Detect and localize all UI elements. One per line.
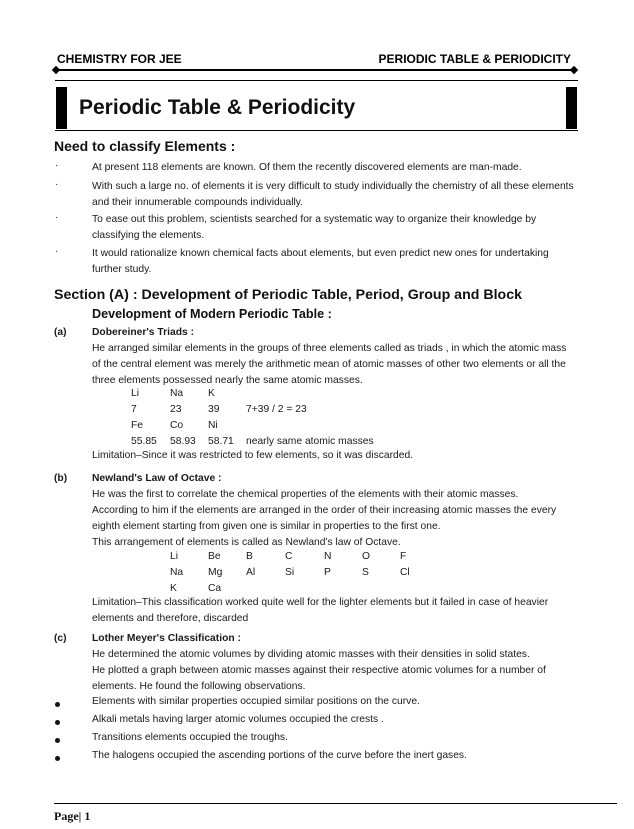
need-bullet-2: ·: [55, 179, 59, 190]
octave-cell: Be: [208, 551, 221, 562]
item-c-marker: (c): [54, 633, 67, 644]
octave-cell: S: [362, 567, 369, 578]
chapter-title: Periodic Table & Periodicity: [79, 96, 356, 119]
octave-cell: F: [400, 551, 407, 562]
item-b-marker: (b): [54, 473, 68, 484]
triad-note: nearly same atomic masses: [246, 436, 374, 447]
title-bar-left: [56, 87, 67, 129]
triad-cell: Co: [170, 420, 184, 431]
footer-page: [54, 809, 90, 824]
octave-cell: N: [324, 551, 332, 562]
item-b-limitation-line-1: Limitation–This classification worked quite well for the lighter elements but it failed in case of heavier: [92, 597, 549, 608]
observation-4: The halogens occupied the ascending portions of the curve before the inert gases.: [92, 750, 467, 761]
item-b-line-4: This arrangement of elements is called as Newland's law of Octave.: [92, 537, 401, 548]
header-rule: [56, 69, 574, 71]
octave-cell: P: [324, 567, 331, 578]
need-bullet-1: ·: [55, 160, 59, 171]
title-box-top-rule: [55, 80, 578, 81]
need-point-2-line-2: and their innumerable compounds individually.: [92, 197, 304, 208]
need-point-4-line-2: further study.: [92, 264, 152, 275]
octave-cell: K: [170, 583, 177, 594]
octaves-table: [0, 549, 634, 597]
item-c-line-3: elements. He found the following observations.: [92, 681, 306, 692]
octave-cell: Al: [246, 567, 256, 578]
item-a-line-1: He arranged similar elements in the groups of three elements called as triads , in which the atomic mass: [92, 343, 567, 354]
item-a-line-3: three elements possessed nearly the same atomic masses.: [92, 375, 363, 386]
octave-cell: Ca: [208, 583, 222, 594]
observation-bullet: [55, 702, 60, 707]
footer-separator: |: [78, 809, 85, 823]
observation-1: Elements with similar properties occupied similar positions on the curve.: [92, 696, 420, 707]
triad-cell: 7: [131, 404, 137, 415]
header-rule-diamond-left: [52, 66, 60, 74]
item-b-title: Newland's Law of Octave :: [92, 473, 222, 484]
header-right: PERIODIC TABLE & PERIODICITY: [378, 52, 571, 66]
need-heading: Need to classify Elements :: [54, 138, 236, 154]
item-a-line-2: of the central element was merely the arithmetic mean of atomic masses of other two elements or all the: [92, 359, 566, 370]
item-a-body: [92, 341, 592, 389]
triad-cell: 55.85: [131, 436, 157, 447]
observation-3: Transitions elements occupied the troughs.: [92, 732, 288, 743]
footer-rule: [54, 803, 617, 804]
need-point-1: [92, 160, 592, 176]
need-bullet-4: ·: [55, 246, 59, 257]
triad-cell: K: [208, 388, 215, 399]
title-box-bottom-rule: [55, 130, 578, 131]
triad-cell: Fe: [131, 420, 144, 431]
observation-bullet: [55, 720, 60, 725]
triad-note: 7+39 / 2 = 23: [246, 404, 307, 415]
item-a-limitation: Limitation–Since it was restricted to few elements, so it was discarded.: [92, 450, 414, 461]
item-a-marker: (a): [54, 327, 67, 338]
need-point-1-line: At present 118 elements are known. Of them the recently discovered elements are man-made.: [92, 162, 522, 173]
header-left: CHEMISTRY FOR JEE: [57, 52, 182, 66]
item-b-line-3: eighth element starting from given one is similar in properties to the first one.: [92, 521, 441, 532]
item-c-title: Lother Meyer's Classification :: [92, 633, 241, 644]
octave-cell: Na: [170, 567, 184, 578]
observation-bullet: [55, 756, 60, 761]
triad-cell: Na: [170, 388, 184, 399]
triads-table: [0, 386, 634, 450]
octave-cell: O: [362, 551, 371, 562]
footer-page-label: Page: [54, 809, 79, 823]
observation-2: Alkali metals having larger atomic volumes occupied the crests .: [92, 714, 384, 725]
sub-heading: Development of Modern Periodic Table :: [92, 307, 332, 321]
item-b-limitation-line-2: elements and therefore, discarded: [92, 613, 249, 624]
need-point-2-line-1: With such a large no. of elements it is very difficult to study individually the chemistry of all these elements: [92, 181, 574, 192]
footer-page-number: 1: [84, 809, 91, 823]
triad-cell: 58.93: [170, 436, 196, 447]
triad-cell: Li: [131, 388, 140, 399]
need-point-3-line-2: classifying the elements.: [92, 230, 205, 241]
need-point-4: [92, 246, 592, 278]
item-b-body: [92, 487, 592, 551]
item-b-line-2: According to him if the elements are arranged in the order of their increasing atomic masses the every: [92, 505, 557, 516]
triad-cell: 39: [208, 404, 220, 415]
item-c-line-1: He determined the atomic volumes by dividing atomic masses with their densities in solid states.: [92, 649, 530, 660]
header-rule-diamond-right: [570, 66, 578, 74]
title-bar-right: [566, 87, 577, 129]
observation-bullet: [55, 738, 60, 743]
octave-cell: Li: [170, 551, 179, 562]
octave-cell: Si: [285, 567, 295, 578]
octave-cell: C: [285, 551, 293, 562]
octave-cell: Mg: [208, 567, 223, 578]
triad-cell: Ni: [208, 420, 218, 431]
item-b-limitation: [92, 595, 592, 627]
section-heading: Section (A) : Development of Periodic Table, Period, Group and Block: [54, 287, 522, 303]
item-c-line-2: He plotted a graph between atomic masses against their respective atomic volumes for a number of: [92, 665, 546, 676]
octave-cell: B: [246, 551, 253, 562]
need-point-2: [92, 179, 592, 211]
item-a-title: Dobereiner's Triads :: [92, 327, 195, 338]
need-bullet-3: ·: [55, 212, 59, 223]
octave-cell: Cl: [400, 567, 410, 578]
triad-cell: 58.71: [208, 436, 234, 447]
need-point-3-line-1: To ease out this problem, scientists searched for a systematic way to organize their knowledge by: [92, 214, 537, 225]
need-point-3: [92, 212, 592, 244]
item-c-body: [92, 647, 592, 695]
item-b-line-1: He was the first to correlate the chemical properties of the elements with their atomic masses.: [92, 489, 519, 500]
need-point-4-line-1: It would rationalize known chemical facts about elements, but even predict new ones for undertaking: [92, 248, 549, 259]
triad-cell: 23: [170, 404, 182, 415]
